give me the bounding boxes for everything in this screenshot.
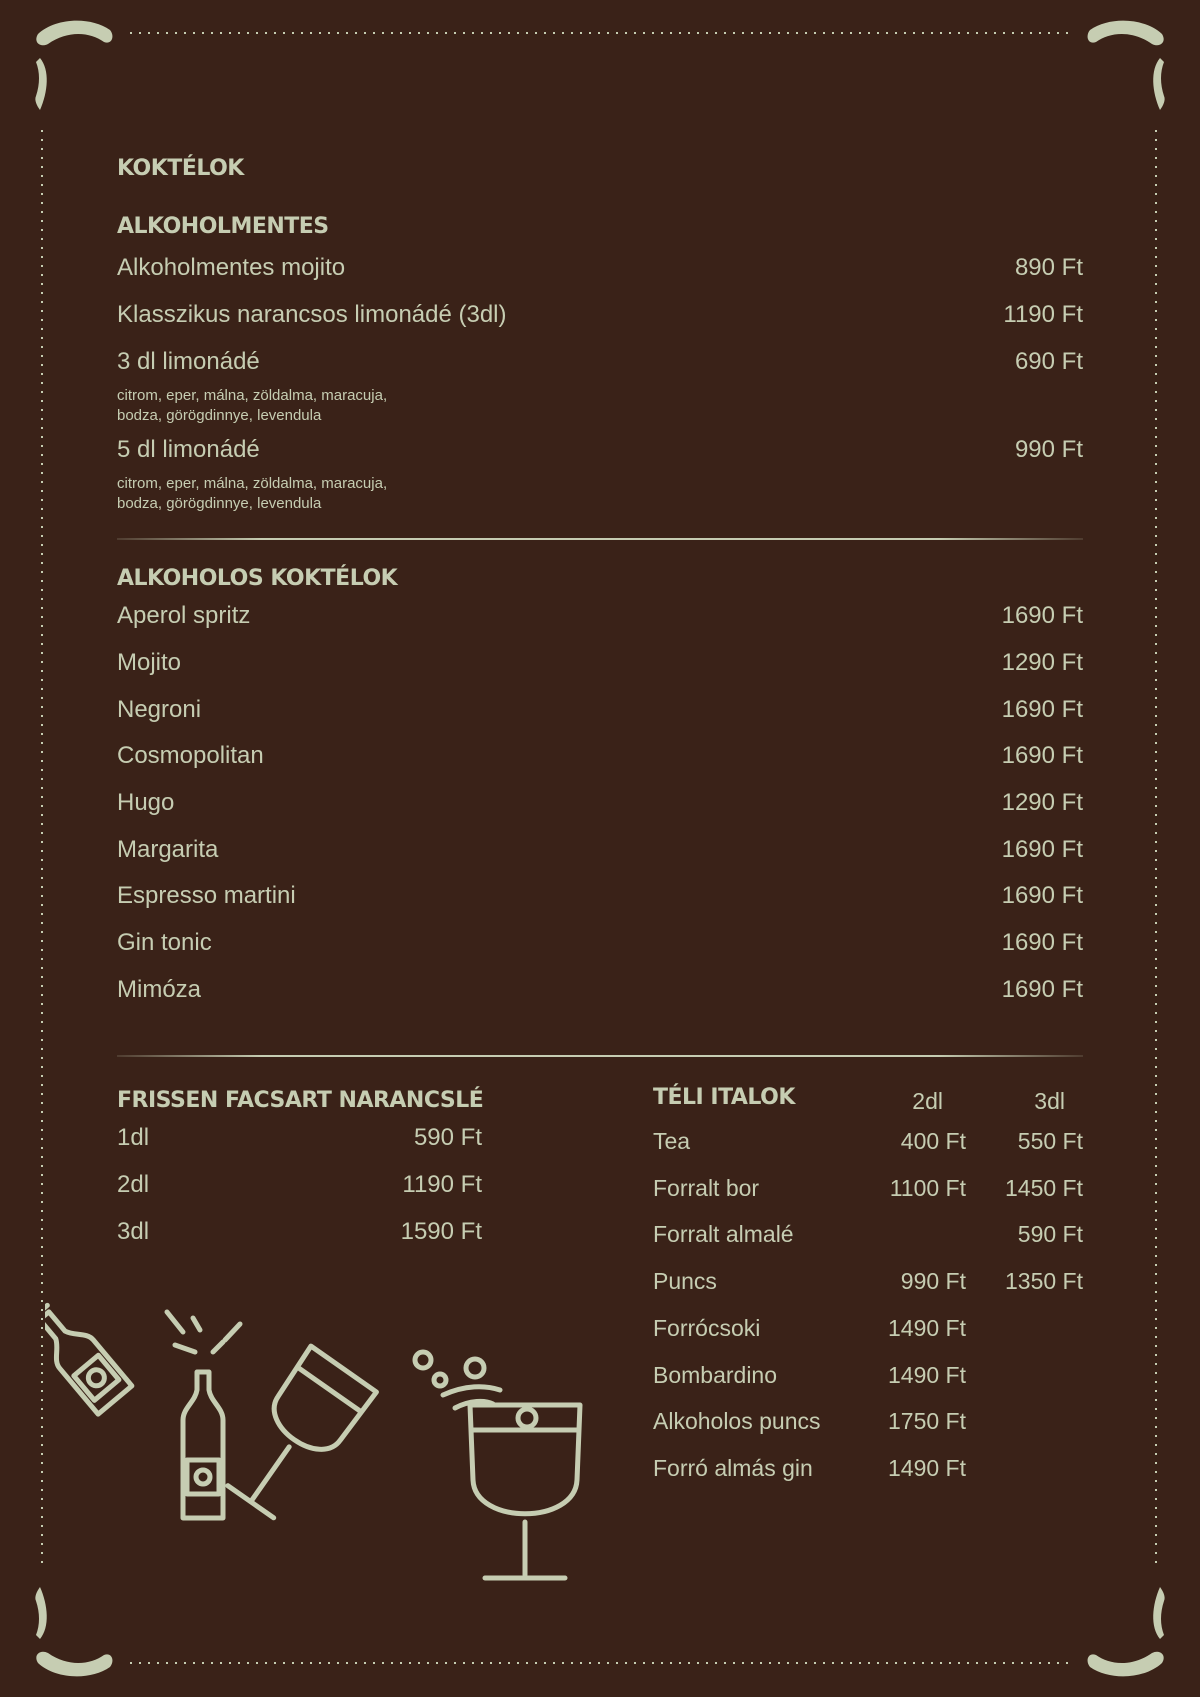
menu-item: [117, 696, 1083, 728]
description-line: citrom, eper, málna, zöldalma, maracuja,: [117, 475, 388, 492]
menu-item: [653, 1221, 1083, 1253]
menu-item: [117, 649, 1083, 681]
description-line: citrom, eper, málna, zöldalma, maracuja,: [117, 387, 388, 404]
description-line: bodza, görögdinnye, levendula: [117, 407, 322, 424]
item-price-2dl: 400 Ft: [900, 1128, 966, 1154]
item-name: Hugo: [117, 789, 175, 816]
menu-item: [117, 436, 1083, 512]
page-title: KOKTÉLOK: [117, 156, 244, 181]
item-name: Margarita: [117, 836, 219, 863]
item-name: 1dl: [117, 1124, 150, 1151]
item-name: Puncs: [653, 1268, 717, 1294]
item-price: 1190 Ft: [1003, 301, 1083, 328]
item-name: Forrócsoki: [653, 1315, 761, 1341]
item-price-2dl: 990 Ft: [900, 1268, 966, 1294]
menu-item: [117, 1171, 482, 1203]
item-price: 1690 Ft: [1001, 882, 1083, 909]
item-description: [117, 386, 537, 426]
item-name: 3dl: [117, 1218, 150, 1245]
corner-ornament-icon: [35, 21, 112, 110]
item-name: Mimóza: [117, 976, 202, 1003]
corner-ornament-icon: [1088, 1587, 1165, 1676]
menu-item: [117, 789, 1083, 821]
item-price: 690 Ft: [1014, 348, 1083, 375]
menu-item: [117, 602, 1083, 634]
menu-item: [653, 1175, 1083, 1207]
menu-item: [653, 1268, 1083, 1300]
section-title-non-alcoholic: ALKOHOLMENTES: [117, 214, 329, 239]
column-header-2dl: 2dl: [912, 1088, 943, 1114]
item-price: 1190 Ft: [402, 1171, 482, 1198]
wine-glass-icon: [470, 1405, 580, 1578]
item-name: Bombardino: [653, 1362, 778, 1388]
menu-item: [117, 976, 1083, 1008]
item-price: 1290 Ft: [1001, 789, 1083, 816]
item-price-2dl: 1490 Ft: [888, 1362, 966, 1388]
wine-glass-icon: [218, 1346, 376, 1525]
item-name: 2dl: [117, 1171, 150, 1198]
item-price-3dl: 1450 Ft: [1005, 1175, 1083, 1201]
item-price: 1690 Ft: [1001, 696, 1083, 723]
item-price-3dl: 590 Ft: [1017, 1221, 1083, 1247]
item-price: 590 Ft: [413, 1124, 482, 1151]
bubble: [466, 1359, 484, 1377]
item-name: Tea: [653, 1128, 691, 1154]
splash-mark: [225, 1324, 240, 1340]
item-name: Espresso martini: [117, 882, 296, 909]
menu-item: [117, 348, 1083, 424]
item-price-2dl: 1490 Ft: [888, 1455, 966, 1481]
item-name: Mojito: [117, 649, 182, 676]
item-price-2dl: 1750 Ft: [888, 1408, 966, 1434]
section-divider: [117, 1055, 1083, 1057]
item-price: 890 Ft: [1014, 254, 1083, 281]
item-name: Negroni: [117, 696, 202, 723]
menu-item: [117, 301, 1083, 333]
item-name: Klasszikus narancsos limonádé (3dl): [117, 301, 507, 328]
menu-item: [653, 1315, 1083, 1347]
item-price-2dl: 1100 Ft: [889, 1175, 966, 1201]
item-name: Forralt bor: [653, 1175, 760, 1201]
item-price: 1690 Ft: [1001, 602, 1083, 629]
menu-item: [117, 742, 1083, 774]
item-price: 1690 Ft: [1001, 929, 1083, 956]
item-price: 1590 Ft: [400, 1218, 482, 1245]
bubble: [415, 1352, 431, 1368]
item-name: Cosmopolitan: [117, 742, 264, 769]
section-divider: [117, 538, 1083, 540]
description-line: bodza, görögdinnye, levendula: [117, 495, 322, 512]
splash-mark: [443, 1387, 500, 1395]
bubble: [434, 1374, 446, 1386]
section-title-alcoholic: ALKOHOLOS KOKTÉLOK: [117, 566, 398, 591]
bottle-icon: [45, 1300, 132, 1414]
item-name: Alkoholos puncs: [653, 1408, 821, 1434]
item-price-3dl: 550 Ft: [1017, 1128, 1083, 1154]
item-price-2dl: 1490 Ft: [888, 1315, 966, 1341]
item-name: Gin tonic: [117, 929, 212, 956]
item-price: 1290 Ft: [1001, 649, 1083, 676]
item-price: 990 Ft: [1014, 436, 1083, 463]
menu-item: [117, 929, 1083, 961]
item-name: Aperol spritz: [117, 602, 251, 629]
corner-ornament-icon: [1088, 21, 1165, 110]
item-name: Forró almás gin: [653, 1455, 813, 1481]
menu-item: [117, 1124, 482, 1156]
menu-item: [653, 1128, 1083, 1160]
item-price-3dl: 1350 Ft: [1005, 1268, 1083, 1294]
splash-mark: [175, 1345, 195, 1352]
menu-item: [653, 1408, 1083, 1440]
drinks-illustration: [45, 1300, 605, 1640]
item-name: Alkoholmentes mojito: [117, 254, 346, 281]
item-name: Forralt almalé: [653, 1221, 794, 1247]
item-description: [117, 474, 537, 514]
menu-item: [653, 1362, 1083, 1394]
splash-mark: [213, 1342, 223, 1352]
section-title-winter: TÉLI ITALOK: [653, 1085, 795, 1110]
splash-mark: [167, 1312, 183, 1332]
menu-item: [653, 1455, 1083, 1487]
menu-item: [117, 254, 1083, 286]
bubble: [518, 1409, 536, 1427]
menu-item: [117, 882, 1083, 914]
menu-item: [117, 836, 1083, 868]
item-name: 3 dl limonádé: [117, 348, 260, 375]
splash-mark: [193, 1318, 200, 1330]
menu-item: [117, 1218, 482, 1250]
bottle-icon: [183, 1372, 223, 1518]
section-title-orange-juice: FRISSEN FACSART NARANCSLÉ: [117, 1088, 484, 1113]
item-price: 1690 Ft: [1001, 742, 1083, 769]
column-header-3dl: 3dl: [1034, 1088, 1065, 1114]
item-name: 5 dl limonádé: [117, 436, 260, 463]
item-price: 1690 Ft: [1001, 836, 1083, 863]
item-price: 1690 Ft: [1001, 976, 1083, 1003]
